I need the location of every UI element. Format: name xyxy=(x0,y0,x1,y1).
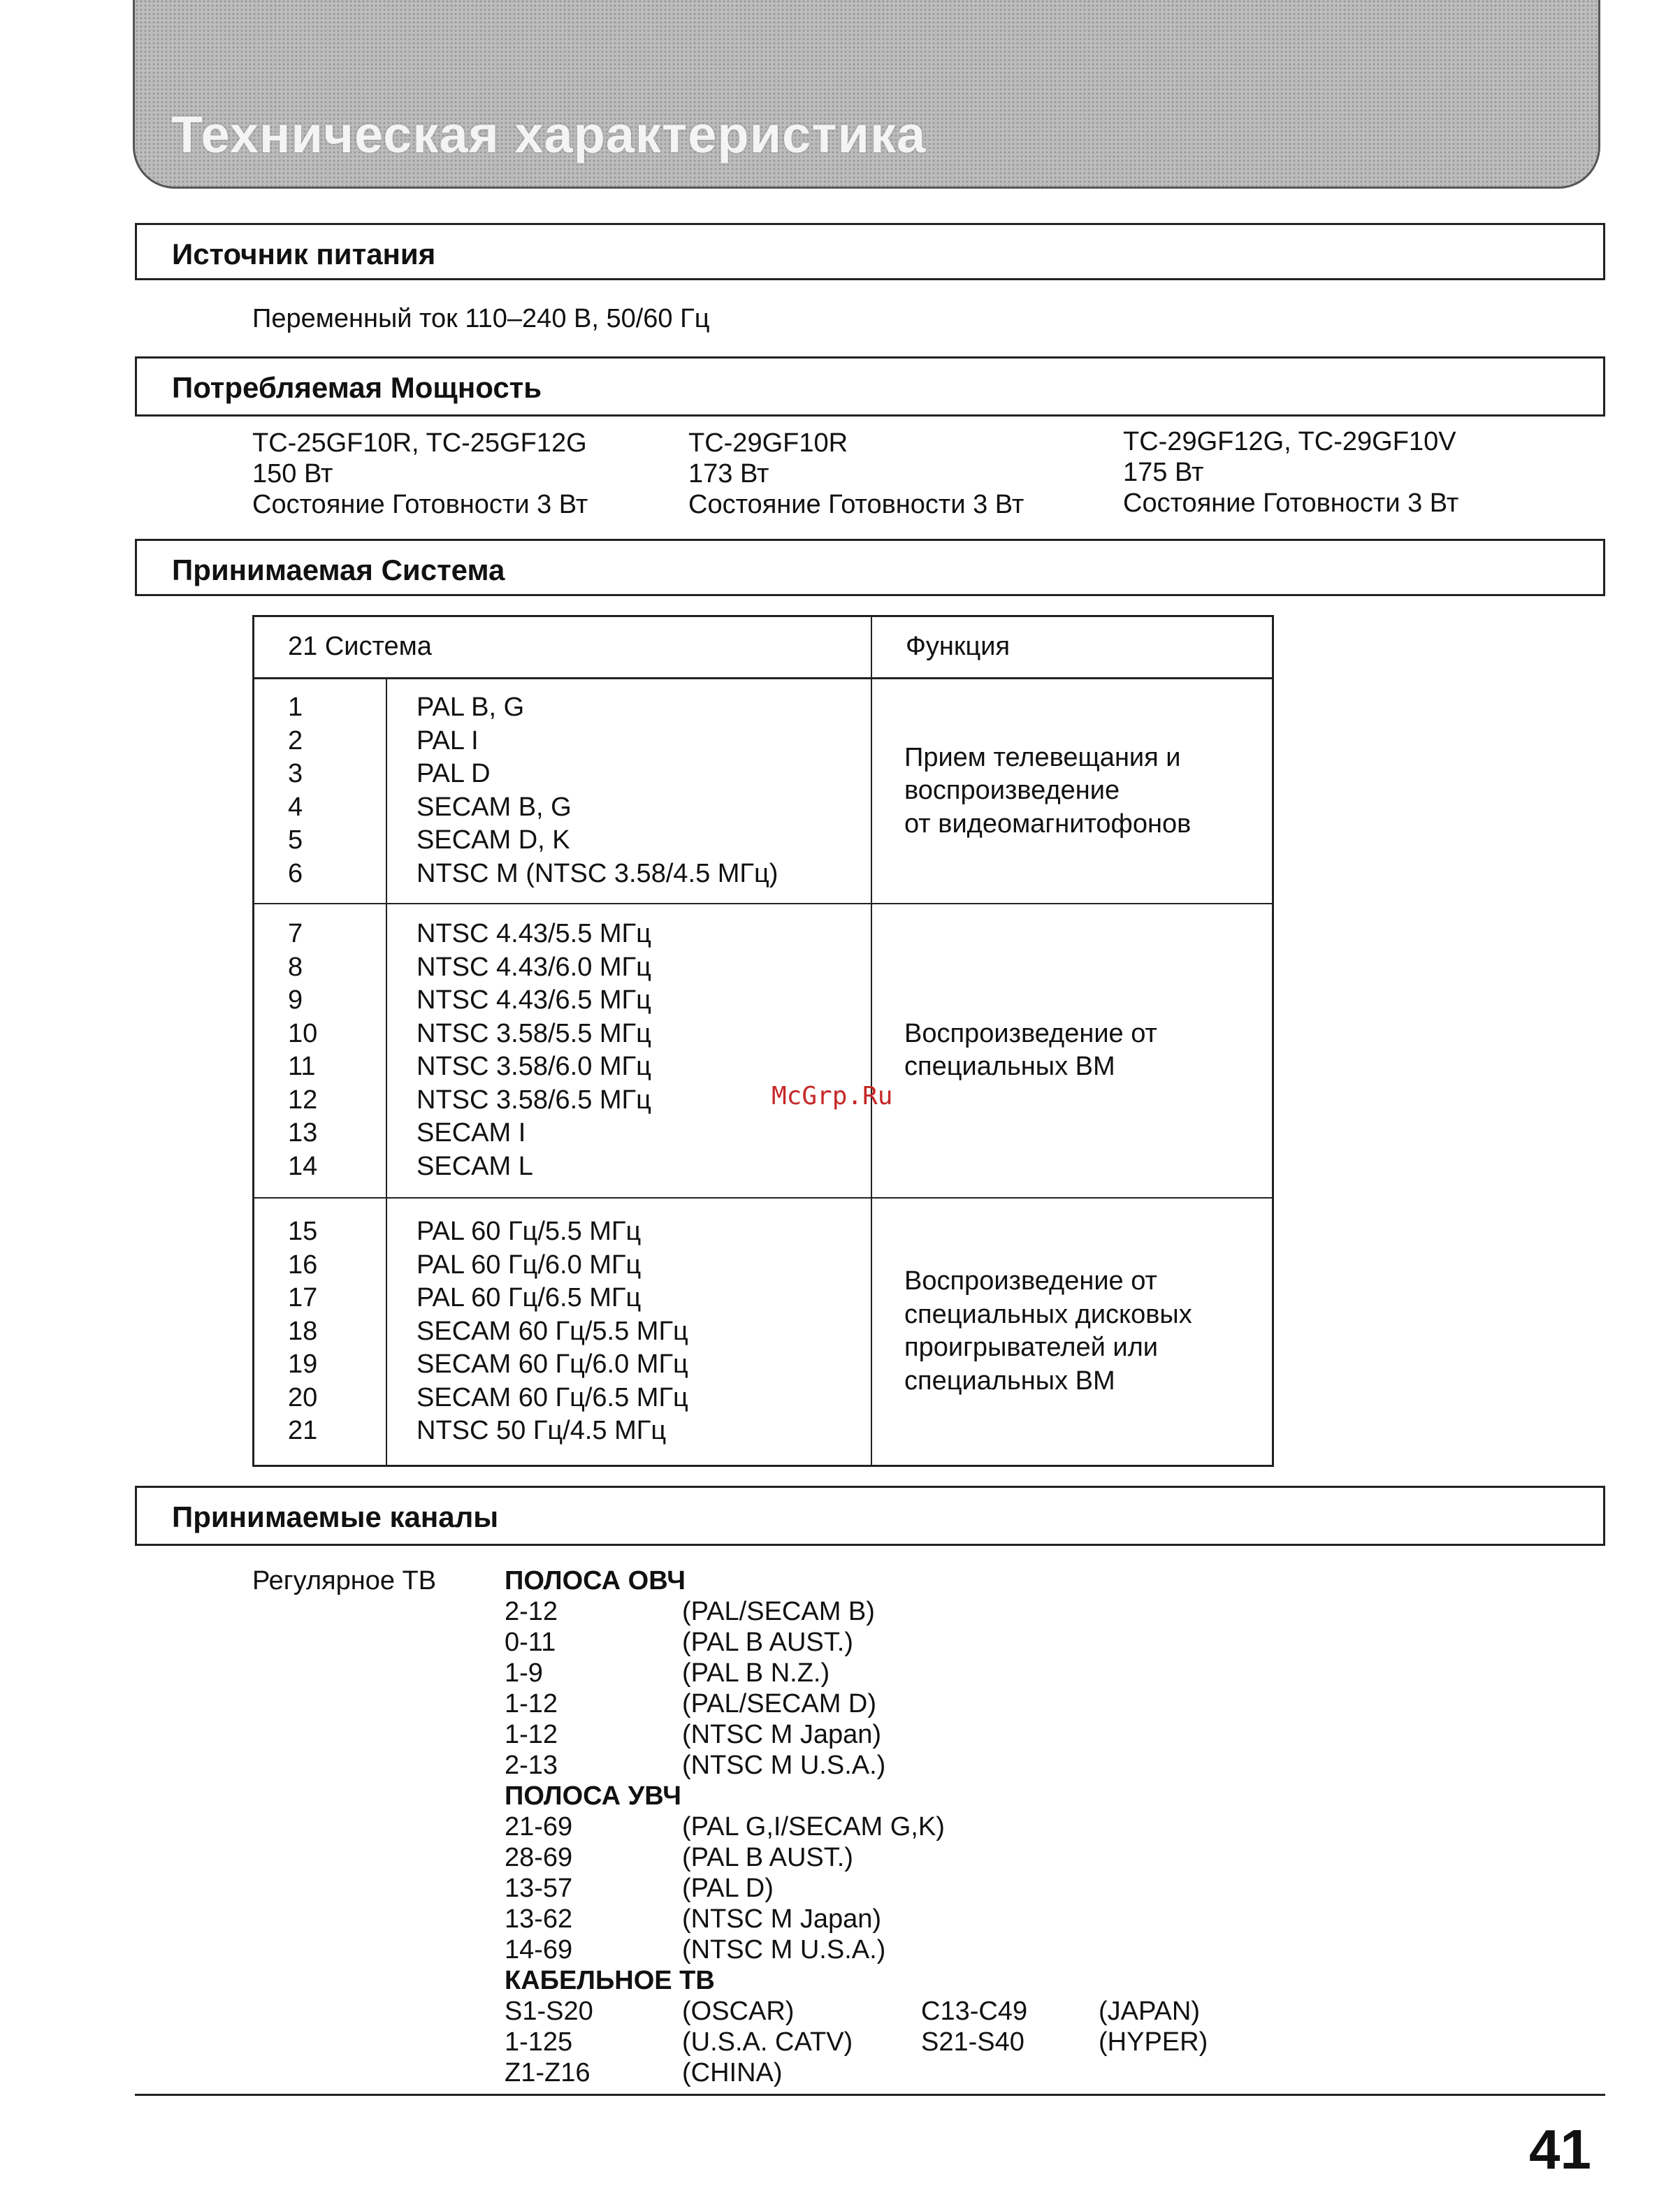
model-power: 173 Вт xyxy=(688,459,769,489)
section-title: Принимаемые каналы xyxy=(172,1500,499,1533)
channel-system: (CHINA) xyxy=(682,2058,783,2087)
column-header-system: 21 Система xyxy=(254,616,872,679)
channel-range: 1-12 xyxy=(505,1689,558,1718)
system-names: PAL B, G PAL I PAL D SECAM B, G SECAM D, K NTSC M (NTSC 3.58/4.5 МГц) xyxy=(386,679,871,904)
system-function: Воспроизведение от специальных дисковых проигрывателей или специальных ВМ xyxy=(904,1266,1192,1396)
channel-system: (PAL G,I/SECAM G,K) xyxy=(682,1812,945,1841)
channel-system: (PAL/SECAM D) xyxy=(682,1689,877,1718)
watermark: McGrp.Ru xyxy=(772,1082,893,1110)
system-names: PAL 60 Гц/5.5 МГц PAL 60 Гц/6.0 МГц PAL 60 Гц/6.5 МГц SECAM 60 Гц/5.5 МГц SECAM 60 Гц/6.0 МГц SECAM 60 Гц/6.5 МГц NTSC 50 Гц/4.5 МГц xyxy=(386,1198,871,1466)
channel-range: 1-9 xyxy=(505,1658,543,1688)
channel-system: (JAPAN) xyxy=(1099,1997,1200,2026)
channel-system: (PAL B AUST.) xyxy=(682,1628,853,1657)
channel-range: 28-69 xyxy=(505,1843,573,1872)
band-title: ПОЛОСА ОВЧ xyxy=(505,1566,686,1595)
channel-range: S21-S40 xyxy=(921,2027,1024,2057)
channel-system: (NTSC M Japan) xyxy=(682,1720,882,1749)
system-numbers: 1 2 3 4 5 6 xyxy=(254,679,387,904)
channel-system: (U.S.A. CATV) xyxy=(682,2027,853,2057)
table-row xyxy=(254,1198,1273,1466)
system-function: Воспроизведение от специальных ВМ xyxy=(871,904,1273,1198)
table-row xyxy=(254,679,1273,904)
channel-range: 2-13 xyxy=(505,1751,558,1780)
band-title: КАБЕЛЬНОЕ ТВ xyxy=(505,1966,715,1995)
channel-system: (NTSC M Japan) xyxy=(682,1904,882,1934)
channel-system: (HYPER) xyxy=(1099,2027,1208,2057)
model-name: TC-29GF10R xyxy=(688,428,848,458)
footer-divider xyxy=(135,2094,1605,2096)
system-numbers: 15 16 17 18 19 20 21 xyxy=(254,1198,387,1466)
channel-system: (PAL B N.Z.) xyxy=(682,1658,830,1688)
systems-table xyxy=(252,615,1274,1467)
page-number: 41 xyxy=(1529,2118,1591,2180)
channel-range: S1-S20 xyxy=(505,1997,593,2026)
model-name: TC-29GF12G, TC-29GF10V xyxy=(1123,427,1456,456)
channel-range: 13-57 xyxy=(505,1874,573,1903)
section-title: Источник питания xyxy=(172,238,436,270)
channel-system: (NTSC M U.S.A.) xyxy=(682,1751,886,1780)
channel-system: (PAL/SECAM B) xyxy=(682,1597,875,1626)
model-power: 150 Вт xyxy=(252,459,333,489)
system-function: Прием телевещания и воспроизведение от видеомагнитофонов xyxy=(871,679,1273,904)
model-name: TC-25GF10R, TC-25GF12G xyxy=(252,428,587,458)
band-title: ПОЛОСА УВЧ xyxy=(505,1781,681,1811)
power-source-text: Переменный ток 110–240 В, 50/60 Гц xyxy=(252,304,710,333)
channel-system: (NTSC M U.S.A.) xyxy=(682,1935,886,1964)
channel-system: (OSCAR) xyxy=(682,1997,795,2026)
system-numbers: 7 8 9 10 11 12 13 14 xyxy=(254,904,387,1198)
regular-tv-label: Регулярное ТВ xyxy=(252,1566,437,1595)
model-power: 175 Вт xyxy=(1123,458,1204,487)
section-header-channels xyxy=(135,1486,1605,1546)
channel-system: (PAL B AUST.) xyxy=(682,1843,853,1872)
channel-range: 13-62 xyxy=(505,1904,573,1934)
system-names: NTSC 4.43/5.5 МГц NTSC 4.43/6.0 МГц NTSC 4.43/6.5 МГц NTSC 3.58/5.5 МГц NTSC 3.58/6.0 МГц NTSC 3.58/6.5 МГц SECAM I SECAM L xyxy=(386,904,871,1198)
section-header-power-source xyxy=(135,223,1605,280)
model-standby: Состояние Готовности 3 Вт xyxy=(688,490,1024,519)
section-header-receive-system xyxy=(135,539,1605,596)
channel-range: 21-69 xyxy=(505,1812,573,1841)
section-title: Потребляемая Мощность xyxy=(172,371,542,404)
channel-system: (PAL D) xyxy=(682,1874,774,1903)
channel-range: 2-12 xyxy=(505,1597,558,1626)
channel-range: C13-C49 xyxy=(921,1997,1028,2026)
table-row xyxy=(254,904,1273,1198)
column-header-function: Функция xyxy=(871,616,1273,679)
channel-range: 1-125 xyxy=(505,2027,573,2057)
page-title: Техническая характеристика xyxy=(171,106,927,164)
section-title: Принимаемая Система xyxy=(172,553,505,586)
model-standby: Состояние Готовности 3 Вт xyxy=(1123,489,1459,518)
section-header-power-consumption xyxy=(135,356,1605,417)
channel-range: 14-69 xyxy=(505,1935,573,1964)
model-standby: Состояние Готовности 3 Вт xyxy=(252,490,588,519)
channel-range: Z1-Z16 xyxy=(505,2058,591,2087)
channel-range: 1-12 xyxy=(505,1720,558,1749)
channel-range: 0-11 xyxy=(505,1628,556,1657)
